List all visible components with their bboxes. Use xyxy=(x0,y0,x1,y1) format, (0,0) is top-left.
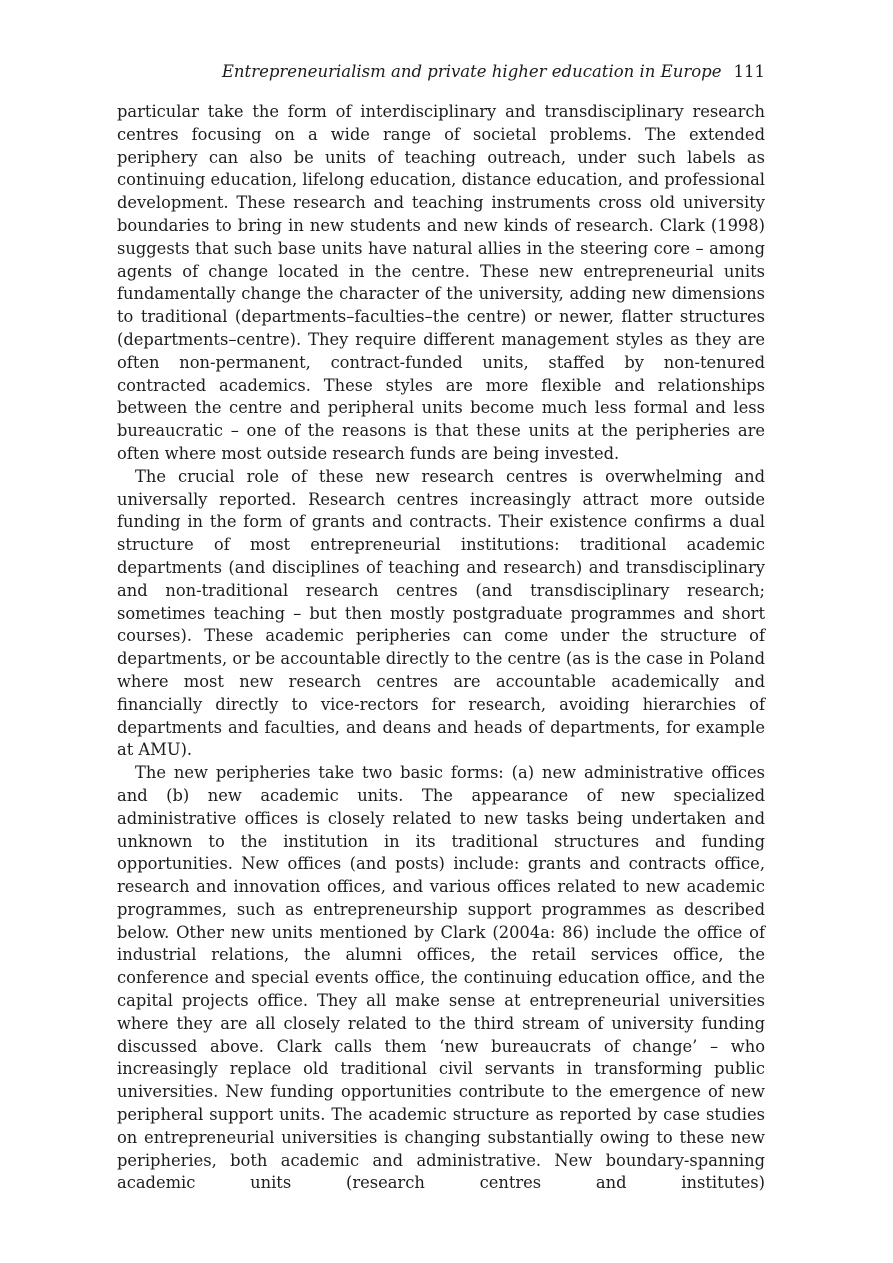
running-head xyxy=(117,62,765,81)
paragraph-3: The new peripheries take two basic forms: (a) new administrative offices and (b) new academic units. The appearance of new specialized administrative offices is closely related to new tasks being undertaken and unknown to the institution in its traditional structures and funding opportunities. New offices (and posts) include: grants and contracts office, research and innovation offices, and various offices related to new academic programmes, such as entrepreneurship support programmes as described below. Other new units mentioned by Clark (2004a: 86) include the office of industrial relations, the alumni offices, the retail services office, the conference and special events office, the continuing education office, and the capital projects office. They all make sense at entrepreneurial universities where they are all closely related to the third stream of university funding discussed above. Clark calls them ‘new bureaucrats of change’ – who increasingly replace old traditional civil servants in transforming public universities. New funding opportunities contribute to the emergence of new peripheral support units. The academic structure as reported by case studies on entrepreneurial universities is changing substantially owing to these new peripheries, both academic and administrative. New boundary-spanning academic units (research centres and institutes) xyxy=(117,763,765,1193)
body-text xyxy=(117,101,765,1195)
paragraph-2: The crucial role of these new research centres is overwhelming and universally reported. Research centres increasingly attract more outside funding in the form of grants and contracts. Their existence confirms a dual structure of most entrepreneurial institutions: traditional academic departments (and disciplines of teaching and research) and transdisciplinary and non-traditional research centres (and transdisciplinary research; sometimes teaching – but then mostly postgraduate programmes and short courses). These academic peripheries can come under the structure of departments, or be accountable directly to the centre (as is the case in Poland where most new research centres are accountable academically and financially directly to vice-rectors for research, avoiding hierarchies of departments and faculties, and deans and heads of departments, for example at AMU). xyxy=(117,466,765,760)
page-number: 111 xyxy=(733,62,765,81)
paragraph-1: particular take the form of interdisciplinary and transdisciplinary research centres focusing on a wide range of societal problems. The extended periphery can also be units of teaching outreach, under such labels as continuing education, lifelong education, distance education, and professional development. These research and teaching instruments cross old university boundaries to bring in new students and new kinds of research. Clark (1998) suggests that such base units have natural allies in the steering core – among agents of change located in the centre. These new entrepreneurial units fundamentally change the character of the university, adding new dimensions to traditional (departments–faculties–the centre) or newer, flatter structures (departments–centre). They require different management styles as they are often non-permanent, contract-funded units, staffed by non-tenured contracted academics. These styles are more flexible and relationships between the centre and peripheral units become much less formal and less bureaucratic – one of the reasons is that these units at the peripheries are often where most outside research funds are being invested. xyxy=(117,102,765,463)
running-head-title: Entrepreneurialism and private higher education in Europe xyxy=(221,62,722,81)
